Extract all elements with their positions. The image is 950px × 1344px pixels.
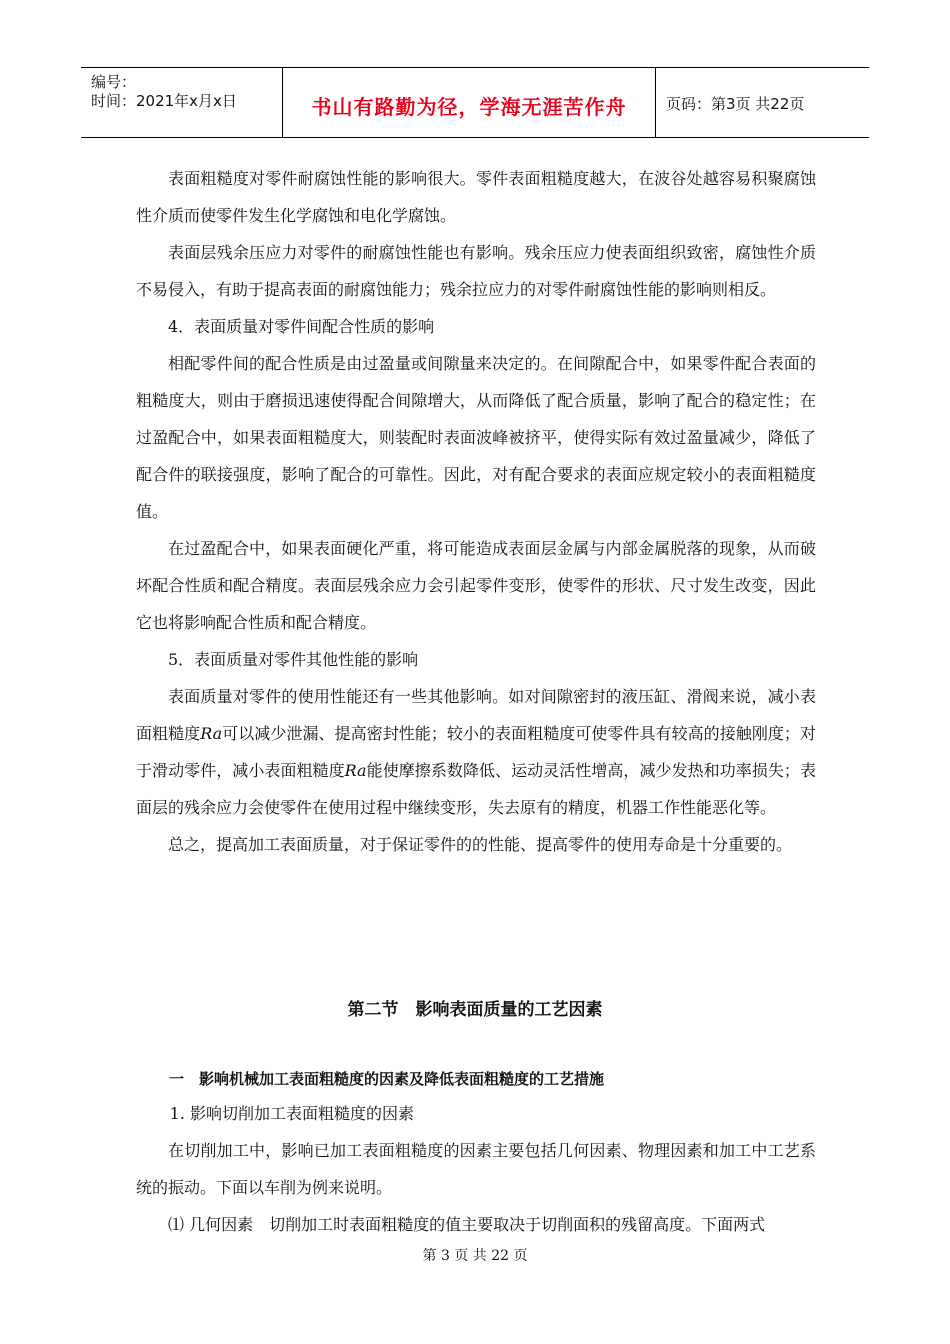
other-text-1: 表面质量对零件的使用性能还有一些其他影响。如对间隙密封的液压缸、滑阀来说，减小表面粗糙度 — [136, 687, 816, 743]
header-meta-cell — [81, 68, 283, 137]
paragraph-other-performance — [136, 678, 816, 826]
header-motto-cell — [283, 68, 656, 137]
other-text-3: 能使摩擦系数降低、运动灵活性增高，减少发热和功率损失；表面层的残余应力会使零件在使用过程中继续变形，失去原有的精度，机器工作性能恶化等。 — [136, 761, 816, 817]
body-top — [136, 160, 816, 863]
other-text-2: 可以减少泄漏、提高密封性能；较小的表面粗糙度可使零件具有较高的接触刚度；对于滑动零件，减小表面粗糙度 — [136, 724, 816, 780]
paragraph-corrosion-stress: 表面层残余压应力对零件的耐腐蚀性能也有影响。残余压应力使表面组织致密，腐蚀性介质不易侵入，有助于提高表面的耐腐蚀能力；残余拉应力的对零件耐腐蚀性能的影响则相反。 — [136, 243, 816, 299]
sub-heading: 一 影响机械加工表面粗糙度的因素及降低表面粗糙度的工艺措施 — [169, 1070, 605, 1088]
paragraph-summary: 总之，提高加工表面质量，对于保证零件的的性能、提高零件的使用寿命是十分重要的。 — [168, 835, 793, 854]
heading-cutting-factors: 1. 影响切削加工表面粗糙度的因素 — [169, 1104, 414, 1123]
paragraph-cutting-intro: 在切削加工中，影响已加工表面粗糙度的因素主要包括几何因素、物理因素和加工中工艺系统的振动。下面以车削为例来说明。 — [136, 1141, 816, 1197]
paragraph-corrosion-roughness: 表面粗糙度对零件耐腐蚀性能的影响很大。零件表面粗糙度越大，在波谷处越容易积聚腐蚀性介质而使零件发生化学腐蚀和电化学腐蚀。 — [136, 169, 816, 225]
paragraph-fit-roughness: 相配零件间的配合性质是由过盈量或间隙量来决定的。在间隙配合中，如果零件配合表面的粗糙度大，则由于磨损迅速使得配合间隙增大，从而降低了配合质量，影响了配合的稳定性；在过盈配合中，如果表面粗糙度大，则装配时表面波峰被挤平，使得实际有效过盈量减少，降低了配合件的联接强度，影响了配合的可靠性。因此，对有配合要求的表面应规定较小的表面粗糙度值。 — [136, 354, 816, 521]
heading-fit-property: 4．表面质量对零件间配合性质的影响 — [168, 317, 435, 336]
header-page-cell — [656, 68, 869, 137]
header-motto: 书山有路勤为径，学海无涯苦作舟 — [311, 95, 627, 119]
heading-other-performance: 5．表面质量对零件其他性能的影响 — [168, 650, 419, 669]
body-bottom — [136, 1095, 816, 1243]
symbol-ra-1: Ra — [200, 724, 223, 743]
doc-code-label: 编号： — [91, 73, 137, 91]
paragraph-geometric-factor: ⑴ 几何因素 切削加工时表面粗糙度的值主要取决于切削面积的残留高度。下面两式 — [168, 1215, 766, 1234]
page-header — [81, 67, 869, 138]
doc-date-label: 时间：2021年x月x日 — [91, 92, 237, 110]
section-title: 第二节 影响表面质量的工艺因素 — [347, 1000, 603, 1020]
symbol-ra-2: Ra — [344, 761, 367, 780]
page-footer: 第 3 页 共 22 页 — [422, 1248, 528, 1264]
paragraph-fit-hardening: 在过盈配合中，如果表面硬化严重，将可能造成表面层金属与内部金属脱落的现象，从而破坏配合性质和配合精度。表面层残余应力会引起零件变形，使零件的形状、尺寸发生改变，因此它也将影响配合性质和配合精度。 — [136, 539, 816, 632]
header-page-label: 页码：第3页 共22页 — [666, 95, 805, 113]
